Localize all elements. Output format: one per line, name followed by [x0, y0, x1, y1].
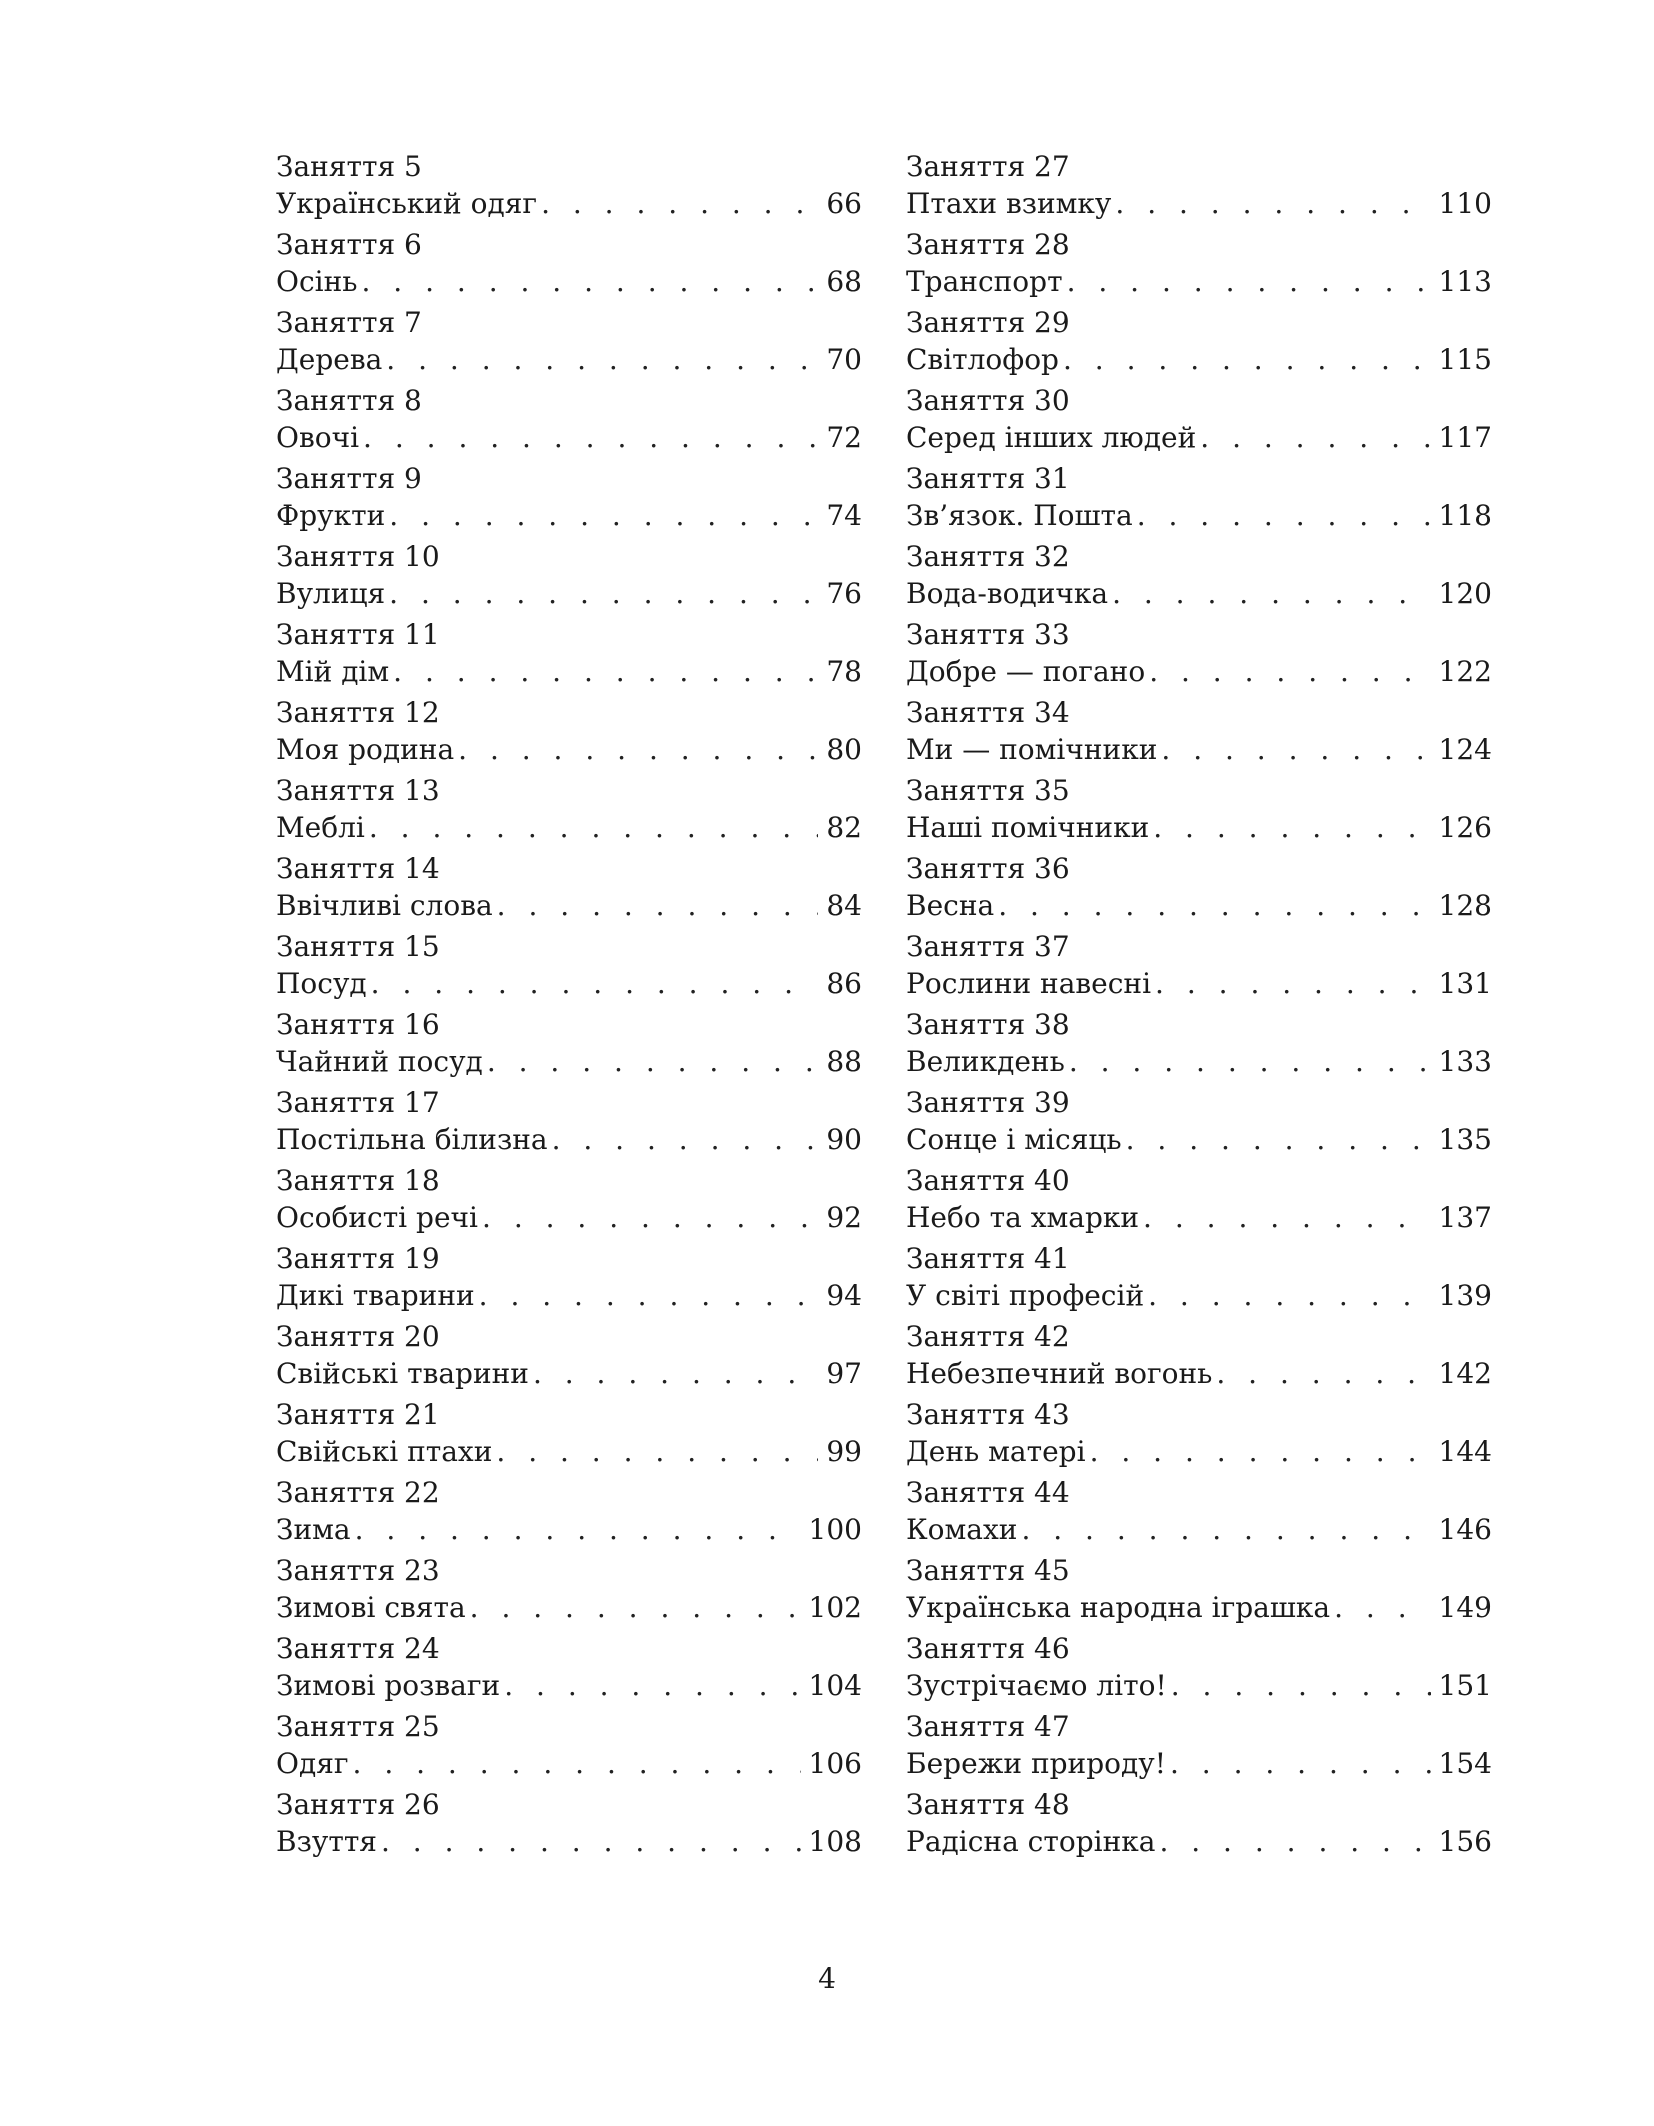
- lesson-page-number: 86: [826, 967, 862, 1000]
- toc-entry: [276, 148, 862, 226]
- dot-leader: [389, 575, 818, 612]
- dot-leader: [369, 809, 819, 846]
- lesson-title: Меблі: [276, 811, 365, 844]
- lesson-page-number: 149: [1438, 1591, 1492, 1624]
- lesson-title: Мій дім: [276, 655, 390, 688]
- dot-leader: [1216, 1355, 1430, 1392]
- lesson-page-number: 92: [826, 1201, 862, 1234]
- lesson-label: Заняття 42: [906, 1320, 1070, 1353]
- lesson-label: Заняття 32: [906, 540, 1070, 573]
- dot-leader: [393, 653, 818, 690]
- lesson-title: Комахи: [906, 1513, 1018, 1546]
- lesson-page-number: 139: [1438, 1279, 1492, 1312]
- lesson-page-number: 106: [808, 1747, 862, 1780]
- lesson-page-number: 66: [826, 187, 862, 220]
- lesson-label: Заняття 29: [906, 306, 1070, 339]
- toc-entry-line: [276, 1043, 862, 1080]
- toc-entry: [276, 1084, 862, 1162]
- dot-leader: [353, 1745, 801, 1782]
- toc-entry-line: [906, 341, 1492, 378]
- lesson-label: Заняття 8: [276, 384, 422, 417]
- lesson-label: Заняття 18: [276, 1164, 440, 1197]
- toc-entry: [276, 538, 862, 616]
- lesson-label: Заняття 23: [276, 1554, 440, 1587]
- lesson-label: Заняття 15: [276, 930, 440, 963]
- lesson-title: Зв’язок. Пошта: [906, 499, 1133, 532]
- lesson-page-number: 117: [1438, 421, 1492, 454]
- toc-entry-line: [906, 497, 1492, 534]
- toc-entry-line: [276, 731, 862, 768]
- dot-leader: [1149, 653, 1430, 690]
- toc-entry: [276, 1162, 862, 1240]
- toc-entry-line: [906, 1667, 1492, 1704]
- lesson-label: Заняття 20: [276, 1320, 440, 1353]
- toc-entry-line: [906, 809, 1492, 846]
- lesson-title: Світлофор: [906, 343, 1059, 376]
- lesson-page-number: 90: [826, 1123, 862, 1156]
- dot-leader: [504, 1667, 800, 1704]
- lesson-page-number: 72: [826, 421, 862, 454]
- lesson-title: Транспорт: [906, 265, 1063, 298]
- toc-entry: [276, 1630, 862, 1708]
- lesson-title: Серед інших людей: [906, 421, 1197, 454]
- lesson-page-number: 133: [1438, 1045, 1492, 1078]
- dot-leader: [458, 731, 818, 768]
- dot-leader: [1137, 497, 1431, 534]
- lesson-page-number: 76: [826, 577, 862, 610]
- toc-entry-line: [276, 1277, 862, 1314]
- lesson-title: Зимові розваги: [276, 1669, 501, 1702]
- lesson-page-number: 102: [808, 1591, 862, 1624]
- toc-entry-line: [276, 965, 862, 1002]
- toc-entry: [276, 772, 862, 850]
- dot-leader: [371, 965, 819, 1002]
- lesson-label: Заняття 28: [906, 228, 1070, 261]
- toc-entry: [906, 382, 1492, 460]
- toc-entry: [276, 226, 862, 304]
- lesson-page-number: 94: [826, 1279, 862, 1312]
- toc-entry: [276, 382, 862, 460]
- toc-entry-line: [276, 497, 862, 534]
- lesson-page-number: 104: [808, 1669, 862, 1702]
- toc-entry: [906, 1006, 1492, 1084]
- toc-entry-line: [276, 575, 862, 612]
- lesson-page-number: 154: [1438, 1747, 1492, 1780]
- lesson-page-number: 70: [826, 343, 862, 376]
- lesson-title: Український одяг: [276, 187, 538, 220]
- toc-entry: [276, 850, 862, 928]
- lesson-title: У світі професій: [906, 1279, 1145, 1312]
- lesson-page-number: 82: [826, 811, 862, 844]
- lesson-title: Особисті речі: [276, 1201, 479, 1234]
- lesson-page-number: 110: [1438, 187, 1492, 220]
- toc-entry-line: [276, 1745, 862, 1782]
- toc-entry-line: [276, 1511, 862, 1548]
- lesson-title: Моя родина: [276, 733, 455, 766]
- lesson-label: Заняття 19: [276, 1242, 440, 1275]
- dot-leader: [362, 263, 819, 300]
- toc-entry-line: [276, 1823, 862, 1860]
- lesson-label: Заняття 40: [906, 1164, 1070, 1197]
- lesson-title: Зимові свята: [276, 1591, 466, 1624]
- lesson-title: Посуд: [276, 967, 367, 1000]
- toc-entry: [276, 616, 862, 694]
- lesson-title: Небо та хмарки: [906, 1201, 1140, 1234]
- lesson-title: Одяг: [276, 1747, 349, 1780]
- lesson-title: Вода-водичка: [906, 577, 1109, 610]
- lesson-label: Заняття 33: [906, 618, 1070, 651]
- toc-entry: [906, 1318, 1492, 1396]
- lesson-title: Весна: [906, 889, 995, 922]
- dot-leader: [487, 1043, 819, 1080]
- lesson-label: Заняття 7: [276, 306, 422, 339]
- lesson-title: Осінь: [276, 265, 358, 298]
- lesson-title: Сонце і місяць: [906, 1123, 1122, 1156]
- toc-entry: [906, 850, 1492, 928]
- lesson-page-number: 99: [826, 1435, 862, 1468]
- lesson-page-number: 128: [1438, 889, 1492, 922]
- toc-entry-line: [906, 263, 1492, 300]
- lesson-title: Вулиця: [276, 577, 386, 610]
- lesson-page-number: 120: [1438, 577, 1492, 610]
- lesson-title: Свійські тварини: [276, 1357, 529, 1390]
- lesson-label: Заняття 39: [906, 1086, 1070, 1119]
- dot-leader: [497, 887, 819, 924]
- toc-entry: [906, 1084, 1492, 1162]
- toc-entry: [906, 928, 1492, 1006]
- toc-entry-line: [906, 1745, 1492, 1782]
- lesson-title: Добре — погано: [906, 655, 1146, 688]
- toc-entry: [906, 1708, 1492, 1786]
- lesson-title: Бережи природу!: [906, 1747, 1166, 1780]
- toc-entry: [906, 1630, 1492, 1708]
- dot-leader: [541, 185, 818, 222]
- lesson-title: Наші помічники: [906, 811, 1150, 844]
- dot-leader: [533, 1355, 818, 1392]
- dot-leader: [1063, 341, 1431, 378]
- lesson-label: Заняття 13: [276, 774, 440, 807]
- lesson-title: Фрукти: [276, 499, 386, 532]
- toc-entry: [906, 1474, 1492, 1552]
- lesson-page-number: 137: [1438, 1201, 1492, 1234]
- lesson-title: Птахи взимку: [906, 187, 1112, 220]
- dot-leader: [1153, 809, 1430, 846]
- lesson-label: Заняття 11: [276, 618, 440, 651]
- lesson-title: Овочі: [276, 421, 360, 454]
- toc-entry-line: [906, 1199, 1492, 1236]
- lesson-page-number: 88: [826, 1045, 862, 1078]
- toc-entry: [276, 1474, 862, 1552]
- lesson-title: Ми — помічники: [906, 733, 1158, 766]
- toc-entry: [906, 304, 1492, 382]
- lesson-page-number: 144: [1438, 1435, 1492, 1468]
- lesson-label: Заняття 34: [906, 696, 1070, 729]
- toc-entry-line: [906, 419, 1492, 456]
- lesson-label: Заняття 37: [906, 930, 1070, 963]
- dot-leader: [552, 1121, 819, 1158]
- dot-leader: [1069, 1043, 1431, 1080]
- dot-leader: [363, 419, 818, 456]
- lesson-label: Заняття 41: [906, 1242, 1070, 1275]
- toc-entry-line: [276, 887, 862, 924]
- lesson-label: Заняття 21: [276, 1398, 440, 1431]
- lesson-label: Заняття 22: [276, 1476, 440, 1509]
- lesson-page-number: 68: [826, 265, 862, 298]
- dot-leader: [1334, 1589, 1430, 1626]
- toc-entry-line: [276, 1589, 862, 1626]
- lesson-title: День матері: [906, 1435, 1086, 1468]
- dot-leader: [470, 1589, 801, 1626]
- toc-entry-line: [906, 1043, 1492, 1080]
- lesson-label: Заняття 12: [276, 696, 440, 729]
- toc-entry-line: [906, 1511, 1492, 1548]
- lesson-page-number: 131: [1438, 967, 1492, 1000]
- lesson-page-number: 156: [1438, 1825, 1492, 1858]
- lesson-title: Зима: [276, 1513, 351, 1546]
- toc-entry: [906, 1240, 1492, 1318]
- lesson-page-number: 151: [1438, 1669, 1492, 1702]
- lesson-label: Заняття 48: [906, 1788, 1070, 1821]
- toc-entry-line: [906, 1589, 1492, 1626]
- dot-leader: [1148, 1277, 1430, 1314]
- toc-entry: [276, 1396, 862, 1474]
- dot-leader: [1155, 965, 1431, 1002]
- lesson-label: Заняття 5: [276, 150, 422, 183]
- lesson-label: Заняття 31: [906, 462, 1070, 495]
- lesson-page-number: 126: [1438, 811, 1492, 844]
- lesson-page-number: 122: [1438, 655, 1492, 688]
- lesson-page-number: 115: [1438, 343, 1492, 376]
- toc-entry-line: [276, 653, 862, 690]
- dot-leader: [1200, 419, 1430, 456]
- dot-leader: [496, 1433, 818, 1470]
- dot-leader: [1090, 1433, 1431, 1470]
- lesson-title: Рослини навесні: [906, 967, 1152, 1000]
- lesson-title: Радісна сторінка: [906, 1825, 1156, 1858]
- toc-entry: [276, 1006, 862, 1084]
- lesson-page-number: 100: [808, 1513, 862, 1546]
- lesson-label: Заняття 26: [276, 1788, 440, 1821]
- toc-entry-line: [906, 965, 1492, 1002]
- dot-leader: [1067, 263, 1431, 300]
- lesson-label: Заняття 9: [276, 462, 422, 495]
- dot-leader: [1170, 1745, 1431, 1782]
- lesson-label: Заняття 25: [276, 1710, 440, 1743]
- lesson-title: Ввічливі слова: [276, 889, 493, 922]
- toc-entry: [906, 148, 1492, 226]
- lesson-page-number: 135: [1438, 1123, 1492, 1156]
- toc-entry-line: [906, 653, 1492, 690]
- lesson-title: Свійські птахи: [276, 1435, 493, 1468]
- lesson-title: Великдень: [906, 1045, 1065, 1078]
- dot-leader: [482, 1199, 818, 1236]
- lesson-page-number: 78: [826, 655, 862, 688]
- lesson-label: Заняття 45: [906, 1554, 1070, 1587]
- dot-leader: [386, 341, 818, 378]
- lesson-label: Заняття 46: [906, 1632, 1070, 1665]
- lesson-page-number: 142: [1438, 1357, 1492, 1390]
- toc-entry-line: [906, 185, 1492, 222]
- dot-leader: [998, 887, 1430, 924]
- lesson-title: Взуття: [276, 1825, 377, 1858]
- toc-entry-line: [276, 1199, 862, 1236]
- toc-entry-line: [906, 1355, 1492, 1392]
- lesson-label: Заняття 24: [276, 1632, 440, 1665]
- lesson-page-number: 118: [1438, 499, 1492, 532]
- lesson-page-number: 84: [826, 889, 862, 922]
- lesson-page-number: 74: [826, 499, 862, 532]
- lesson-label: Заняття 30: [906, 384, 1070, 417]
- lesson-label: Заняття 43: [906, 1398, 1070, 1431]
- toc-entry: [906, 1552, 1492, 1630]
- lesson-title: Українська народна іграшка: [906, 1591, 1331, 1624]
- lesson-label: Заняття 38: [906, 1008, 1070, 1041]
- lesson-page-number: 146: [1438, 1513, 1492, 1546]
- toc-right-column: [906, 148, 1492, 1864]
- lesson-label: Заняття 14: [276, 852, 440, 885]
- toc-entry-line: [276, 809, 862, 846]
- toc-entry-line: [276, 419, 862, 456]
- lesson-title: Чайний посуд: [276, 1045, 483, 1078]
- lesson-label: Заняття 6: [276, 228, 422, 261]
- lesson-label: Заняття 35: [906, 774, 1070, 807]
- dot-leader: [479, 1277, 819, 1314]
- lesson-label: Заняття 44: [906, 1476, 1070, 1509]
- toc-entry: [276, 928, 862, 1006]
- dot-leader: [1159, 1823, 1430, 1860]
- toc-entry-line: [276, 1433, 862, 1470]
- toc-entry-line: [276, 1667, 862, 1704]
- toc-entry-line: [276, 263, 862, 300]
- lesson-label: Заняття 16: [276, 1008, 440, 1041]
- lesson-page-number: 97: [826, 1357, 862, 1390]
- toc-entry: [906, 616, 1492, 694]
- toc-entry: [906, 538, 1492, 616]
- toc-entry: [276, 694, 862, 772]
- dot-leader: [1112, 575, 1430, 612]
- toc-entry-line: [906, 1277, 1492, 1314]
- toc-entry: [276, 1318, 862, 1396]
- lesson-label: Заняття 17: [276, 1086, 440, 1119]
- toc-left-column: [276, 148, 862, 1864]
- dot-leader: [381, 1823, 801, 1860]
- toc-entry-line: [906, 731, 1492, 768]
- dot-leader: [1171, 1667, 1431, 1704]
- lesson-page-number: 108: [808, 1825, 862, 1858]
- toc-entry-line: [906, 887, 1492, 924]
- dot-leader: [1115, 185, 1430, 222]
- lesson-title: Дикі тварини: [276, 1279, 475, 1312]
- dot-leader: [1143, 1199, 1431, 1236]
- dot-leader: [1126, 1121, 1431, 1158]
- page-number: 4: [818, 1962, 836, 1995]
- toc-entry-line: [276, 1121, 862, 1158]
- lesson-label: Заняття 10: [276, 540, 440, 573]
- lesson-label: Заняття 36: [906, 852, 1070, 885]
- toc-entry: [276, 460, 862, 538]
- toc-entry: [906, 1162, 1492, 1240]
- lesson-page-number: 113: [1438, 265, 1492, 298]
- toc-entry: [276, 304, 862, 382]
- lesson-title: Зустрічаємо літо!: [906, 1669, 1167, 1702]
- toc-entry-line: [906, 575, 1492, 612]
- lesson-title: Постільна білизна: [276, 1123, 548, 1156]
- toc-entry-line: [276, 1355, 862, 1392]
- toc-entry-line: [276, 341, 862, 378]
- toc-entry: [906, 694, 1492, 772]
- lesson-title: Дерева: [276, 343, 383, 376]
- toc-entry: [906, 1396, 1492, 1474]
- toc-entry: [276, 1708, 862, 1786]
- lesson-title: Небезпечний вогонь: [906, 1357, 1213, 1390]
- lesson-label: Заняття 47: [906, 1710, 1070, 1743]
- toc-entry: [906, 772, 1492, 850]
- toc-entry: [906, 1786, 1492, 1864]
- toc-entry-line: [906, 1823, 1492, 1860]
- toc-entry-line: [906, 1433, 1492, 1470]
- toc-entry: [906, 226, 1492, 304]
- dot-leader: [1161, 731, 1430, 768]
- lesson-page-number: 80: [826, 733, 862, 766]
- toc-entry: [276, 1240, 862, 1318]
- lesson-page-number: 124: [1438, 733, 1492, 766]
- dot-leader: [1021, 1511, 1430, 1548]
- toc-entry-line: [276, 185, 862, 222]
- toc-entry: [276, 1786, 862, 1864]
- toc-entry: [276, 1552, 862, 1630]
- dot-leader: [355, 1511, 801, 1548]
- toc-entry: [906, 460, 1492, 538]
- toc-entry-line: [906, 1121, 1492, 1158]
- dot-leader: [389, 497, 818, 534]
- lesson-label: Заняття 27: [906, 150, 1070, 183]
